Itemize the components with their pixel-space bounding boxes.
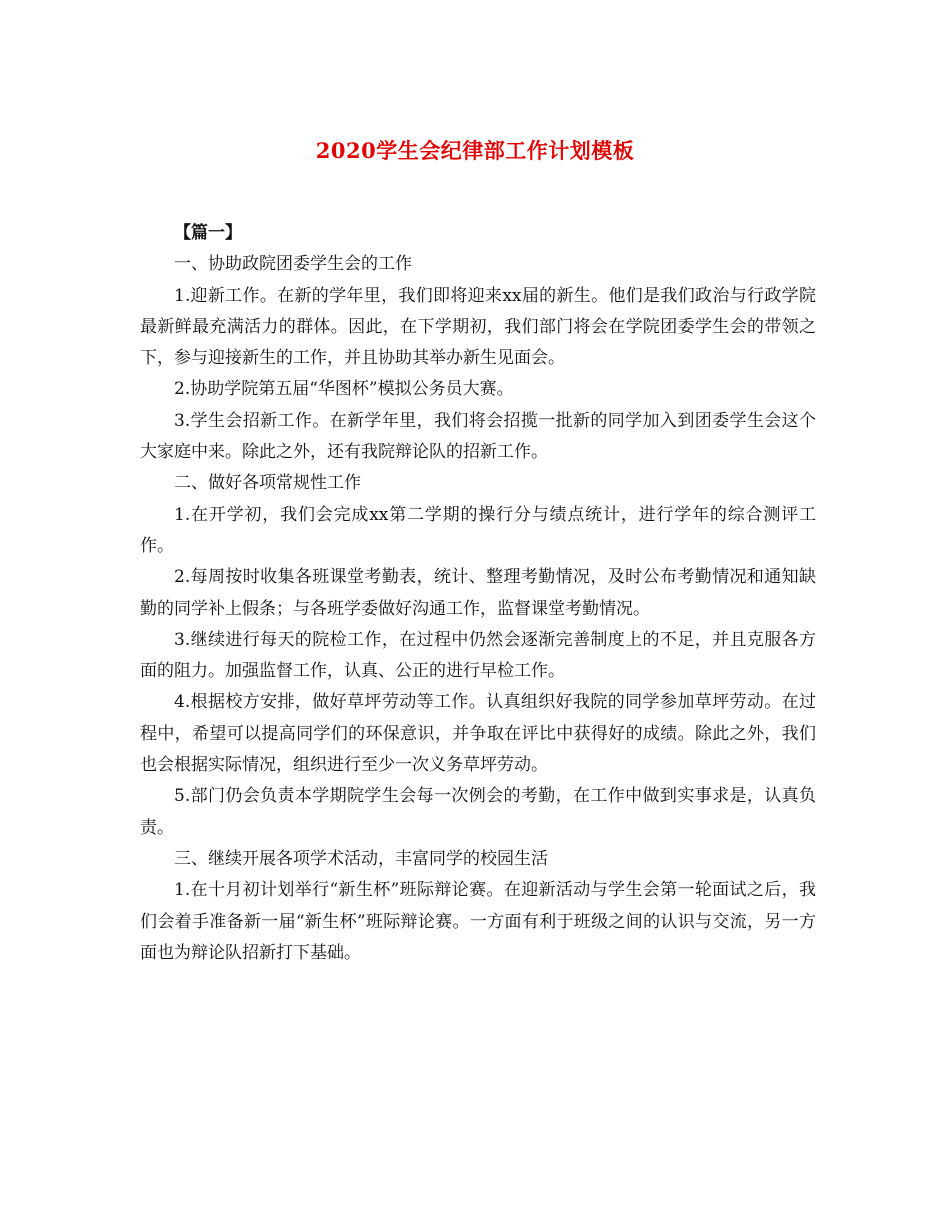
document-body xyxy=(140,218,816,969)
paragraph: 4.根据校方安排，做好草坪劳动等工作。认真组织好我院的同学参加草坪劳动。在过程中，希望可以提高同学们的环保意识，并争取在评比中获得好的成绩。除此之外，我们也会根据实际情况，组织进行至少一次义务草坪劳动。 xyxy=(140,692,816,776)
section-heading: 一、协助政院团委学生会的工作 xyxy=(174,254,412,275)
section-marker: 【篇一】 xyxy=(174,223,242,243)
paragraph: 3.学生会招新工作。在新学年里，我们将会招揽一批新的同学加入到团委学生会这个大家庭中来。除此之外，还有我院辩论队的招新工作。 xyxy=(140,410,816,463)
paragraph: 1.在开学初，我们会完成xx第二学期的操行分与绩点统计，进行学年的综合测评工作。 xyxy=(140,504,816,556)
section-heading: 二、做好各项常规性工作 xyxy=(174,473,361,494)
paragraph: 3.继续进行每天的院检工作，在过程中仍然会逐渐完善制度上的不足，并且克服各方面的阻力。加强监督工作，认真、公正的进行早检工作。 xyxy=(140,629,816,682)
paragraph: 2.协助学院第五届“华图杯”模拟公务员大赛。 xyxy=(174,379,514,400)
paragraph: 1.迎新工作。在新的学年里，我们即将迎来xx届的新生。他们是我们政治与行政学院最新鲜最充满活力的群体。因此，在下学期初，我们部门将会在学院团委学生会的带领之下，参与迎接新生的工作，并且协助其举办新生见面会。 xyxy=(140,285,816,369)
paragraph: 2.每周按时收集各班课堂考勤表，统计、整理考勤情况，及时公布考勤情况和通知缺勤的同学补上假条；与各班学委做好沟通工作，监督课堂考勤情况。 xyxy=(140,567,816,619)
paragraph: 5.部门仍会负责本学期院学生会每一次例会的考勤，在工作中做到实事求是，认真负责。 xyxy=(140,786,816,838)
document-title: 2020学生会纪律部工作计划模板 xyxy=(315,138,635,163)
section-heading: 三、继续开展各项学术活动，丰富同学的校园生活 xyxy=(174,848,548,869)
paragraph: 1.在十月初计划举行“新生杯”班际辩论赛。在迎新活动与学生会第一轮面试之后，我们会着手准备新一届“新生杯”班际辩论赛。一方面有利于班级之间的认识与交流，另一方面也为辩论队招新打下基础。 xyxy=(140,880,816,963)
